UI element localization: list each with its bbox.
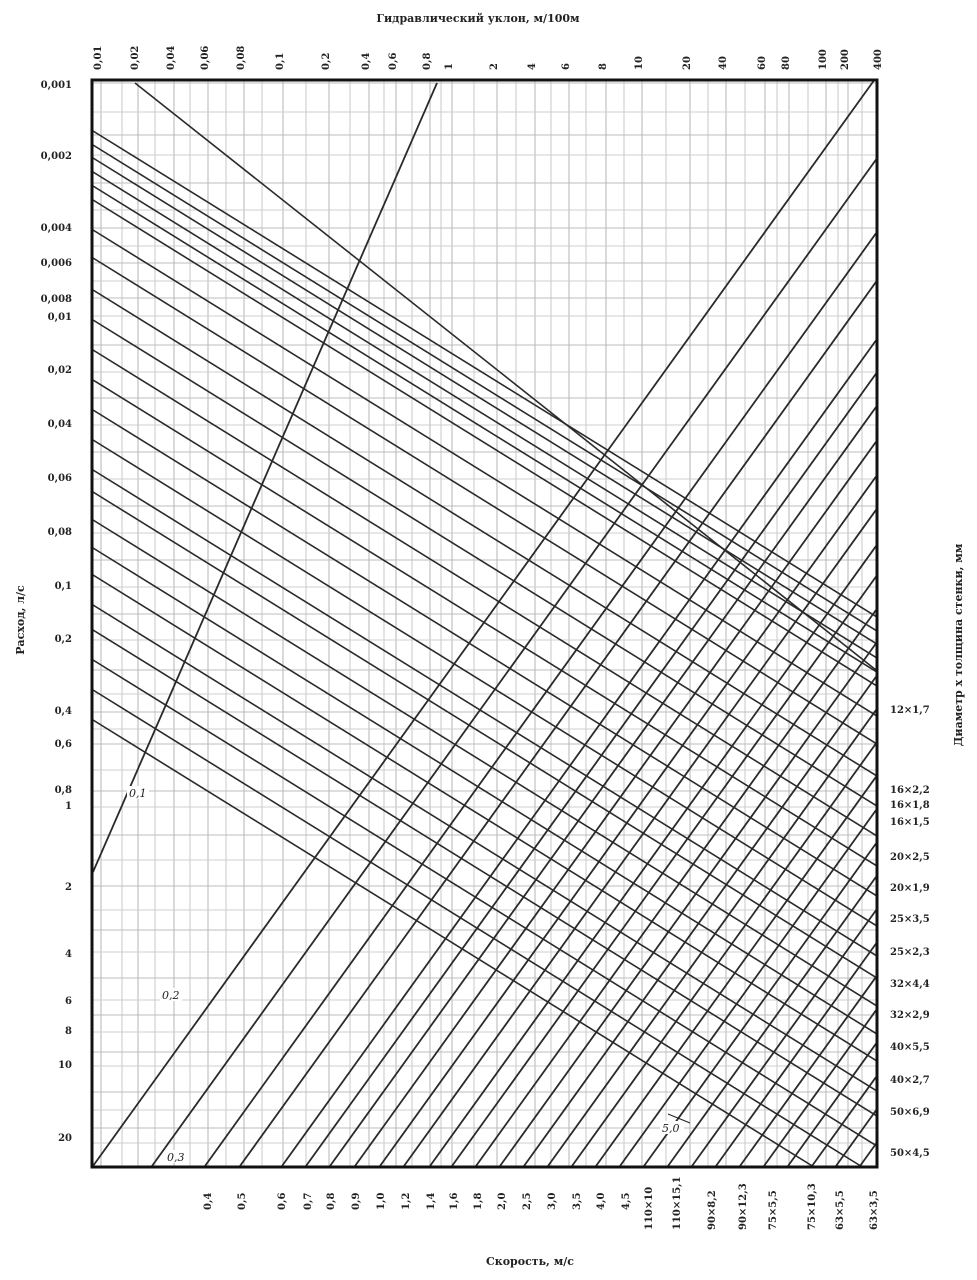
right-tick: 12×1,7 bbox=[890, 705, 930, 716]
right-tick-labels bbox=[890, 705, 930, 1159]
pipe-line bbox=[93, 492, 876, 977]
pipe-line bbox=[93, 172, 876, 657]
top-tick: 40 bbox=[718, 56, 729, 70]
bottom-tick: 4,5 bbox=[621, 1192, 632, 1210]
right-tick: 16×2,2 bbox=[890, 785, 930, 796]
top-tick: 0,01 bbox=[93, 45, 104, 70]
left-tick: 0,4 bbox=[54, 706, 72, 717]
left-tick: 6 bbox=[65, 996, 72, 1007]
bottom-tick: 90×12,3 bbox=[738, 1183, 749, 1230]
bottom-tick: 0,4 bbox=[203, 1192, 214, 1210]
pipe-line bbox=[93, 230, 876, 715]
right-tick: 40×2,7 bbox=[890, 1075, 930, 1086]
right-axis-title: Диаметр х толщина стенки, мм bbox=[952, 543, 965, 747]
curve-label: 0,3 bbox=[167, 1151, 185, 1164]
bottom-tick: 75×10,3 bbox=[807, 1183, 818, 1230]
velocity-line bbox=[812, 1077, 876, 1166]
top-tick: 1 bbox=[444, 63, 455, 70]
velocity-line bbox=[548, 710, 876, 1166]
left-tick: 0,04 bbox=[47, 419, 72, 430]
velocity-line bbox=[380, 477, 876, 1166]
left-tick: 0,002 bbox=[40, 151, 72, 162]
bottom-tick: 63×5,5 bbox=[835, 1190, 846, 1230]
bottom-tick: 0,8 bbox=[326, 1192, 337, 1210]
top-tick: 0,6 bbox=[388, 52, 399, 70]
bottom-tick: 63×3,5 bbox=[869, 1190, 880, 1230]
top-tick: 400 bbox=[873, 49, 884, 70]
left-tick: 0,008 bbox=[40, 294, 72, 305]
velocity-line bbox=[282, 340, 876, 1166]
top-tick: 2 bbox=[489, 63, 500, 70]
bottom-tick: 0,6 bbox=[277, 1192, 288, 1210]
top-tick: 8 bbox=[598, 63, 609, 70]
bottom-tick: 3,0 bbox=[547, 1192, 558, 1210]
right-tick: 16×1,8 bbox=[890, 800, 930, 811]
bottom-tick: 0,9 bbox=[351, 1192, 362, 1210]
top-tick: 0,2 bbox=[321, 52, 332, 70]
top-tick: 0,1 bbox=[275, 52, 286, 70]
bottom-tick-labels bbox=[203, 1176, 880, 1230]
pipe-line bbox=[93, 575, 876, 1060]
top-tick: 100 bbox=[818, 49, 829, 70]
right-tick: 20×2,5 bbox=[890, 852, 930, 863]
velocity-line bbox=[240, 282, 876, 1166]
left-tick: 0,004 bbox=[40, 223, 72, 234]
left-tick: 20 bbox=[58, 1133, 72, 1144]
top-tick-labels bbox=[93, 46, 884, 70]
left-tick: 0,8 bbox=[54, 785, 72, 796]
left-tick: 0,6 bbox=[54, 739, 72, 750]
left-tick: 0,01 bbox=[47, 312, 72, 323]
bottom-tick: 0,7 bbox=[303, 1192, 314, 1210]
curve-label: 0,2 bbox=[162, 989, 180, 1002]
right-tick: 20×1,9 bbox=[890, 883, 930, 894]
left-tick: 0,2 bbox=[54, 634, 72, 645]
top-tick: 6 bbox=[561, 63, 572, 70]
top-tick: 60 bbox=[757, 56, 768, 70]
pipe-line bbox=[93, 200, 876, 685]
left-tick: 0,001 bbox=[40, 80, 72, 91]
bottom-tick: 110×10 bbox=[644, 1186, 655, 1230]
velocity-line bbox=[836, 1110, 876, 1166]
top-tick: 0,04 bbox=[166, 45, 177, 70]
left-tick: 0,08 bbox=[47, 527, 72, 538]
left-tick: 0,06 bbox=[47, 473, 72, 484]
left-tick: 1 bbox=[65, 801, 72, 812]
velocity-line bbox=[93, 83, 437, 872]
top-axis-title: Гидравлический уклон, м/100м bbox=[376, 12, 580, 25]
left-tick-labels bbox=[41, 80, 72, 1144]
pipe-line bbox=[93, 186, 876, 671]
top-tick: 80 bbox=[781, 56, 792, 70]
bottom-tick: 1,8 bbox=[473, 1192, 484, 1210]
bottom-tick: 1,2 bbox=[401, 1192, 412, 1210]
left-tick: 2 bbox=[65, 882, 72, 893]
right-tick: 25×3,5 bbox=[890, 914, 930, 925]
curve-label: 5,0 bbox=[662, 1122, 680, 1135]
velocity-line bbox=[355, 442, 876, 1166]
right-tick: 50×4,5 bbox=[890, 1148, 930, 1159]
top-tick: 200 bbox=[840, 49, 851, 70]
right-tick: 50×6,9 bbox=[890, 1107, 930, 1118]
right-tick: 40×5,5 bbox=[890, 1042, 930, 1053]
bottom-tick: 2,5 bbox=[522, 1192, 533, 1210]
top-tick: 0,8 bbox=[422, 52, 433, 70]
left-tick: 4 bbox=[65, 949, 72, 960]
bottom-tick: 110×15,1 bbox=[672, 1176, 683, 1230]
velocity-line bbox=[644, 844, 876, 1166]
left-tick: 0,1 bbox=[54, 581, 72, 592]
top-tick: 20 bbox=[682, 56, 693, 70]
top-tick: 0,06 bbox=[200, 45, 211, 70]
bottom-tick: 0,5 bbox=[237, 1192, 248, 1210]
bottom-tick: 90×8,2 bbox=[707, 1190, 718, 1230]
curve-label: 0,1 bbox=[129, 787, 147, 800]
pipe-line bbox=[93, 410, 876, 895]
top-tick: 0,08 bbox=[236, 45, 247, 70]
velocity-line bbox=[404, 510, 876, 1166]
pipe-line bbox=[93, 258, 876, 743]
right-tick: 25×2,3 bbox=[890, 947, 930, 958]
bottom-tick: 1,6 bbox=[449, 1192, 460, 1210]
pipe-line bbox=[93, 145, 876, 630]
right-tick: 32×4,4 bbox=[890, 979, 930, 990]
left-tick: 0,006 bbox=[40, 258, 72, 269]
top-tick: 0,4 bbox=[361, 52, 372, 70]
left-tick: 10 bbox=[58, 1060, 72, 1071]
bottom-tick: 1,4 bbox=[426, 1192, 437, 1210]
bottom-tick: 75×5,5 bbox=[768, 1190, 779, 1230]
top-tick: 4 bbox=[527, 63, 538, 70]
left-tick: 0,02 bbox=[47, 365, 72, 376]
pipe-line bbox=[93, 605, 876, 1090]
left-axis-title: Расход, л/с bbox=[14, 585, 27, 655]
bottom-tick: 2,0 bbox=[497, 1192, 508, 1210]
right-tick: 32×2,9 bbox=[890, 1010, 930, 1021]
velocity-line bbox=[524, 677, 876, 1166]
right-tick: 16×1,5 bbox=[890, 817, 930, 828]
left-tick: 8 bbox=[65, 1026, 72, 1037]
bottom-tick: 4,0 bbox=[596, 1192, 607, 1210]
top-tick: 10 bbox=[634, 56, 645, 70]
pipe-line bbox=[93, 440, 876, 925]
bottom-tick: 1,0 bbox=[376, 1192, 387, 1210]
bottom-axis-title: Скорость, м/с bbox=[486, 1255, 574, 1268]
top-tick: 0,02 bbox=[130, 45, 141, 70]
bottom-tick: 3,5 bbox=[572, 1192, 583, 1210]
